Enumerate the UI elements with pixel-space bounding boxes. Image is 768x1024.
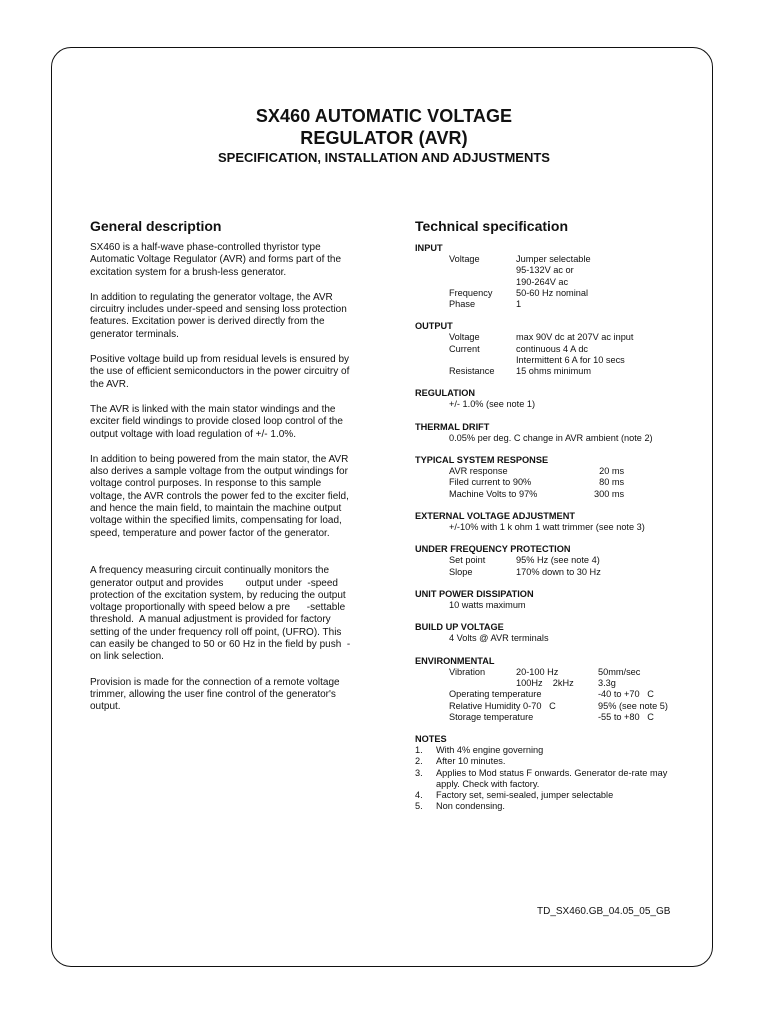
note-item: 3. Applies to Mod status F onwards. Generator de-rate may apply. Check with factory. xyxy=(415,767,668,789)
spec-environmental: ENVIRONMENTAL Vibration 20-100 Hz 50mm/sec 100Hz 2kHz 3.3g Operating temperature -40 to +70 C Relative Humidity 0-70 C 95% (see note 5) Storage temperature -55 to +80 C xyxy=(415,655,668,722)
spec-system-response: TYPICAL SYSTEM RESPONSE AVR response 20 ms Filed current to 90% 80 ms Machine Volts to 97% 300 ms xyxy=(415,455,625,499)
spec-external-voltage: EXTERNAL VOLTAGE ADJUSTMENT +/-10% with 1 k ohm 1 watt trimmer (see note 3) xyxy=(415,510,645,533)
technical-specification-body xyxy=(415,243,705,823)
general-description-heading: General description xyxy=(90,218,222,234)
document-title-line1: SX460 AUTOMATIC VOLTAGE xyxy=(255,106,513,126)
spec-input: INPUT Voltage Jumper selectable 95-132V ac or 190-264V ac Frequency 50-60 Hz nominal Phase 1 xyxy=(415,243,705,310)
spec-input-label: INPUT xyxy=(415,243,443,253)
general-description-body xyxy=(90,242,380,727)
general-paragraph-6: A frequency measuring circuit continually monitors the generator output and provides output under -speed protection of the excitation system, by reducing the output voltage proportionally with speed below a pre -settable threshold. A manual adjustment is provided for factory setting of the under frequency roll off point, (UFRO). This can easily be changed to 50 or 60 Hz in the field by push - on link selection. xyxy=(90,565,351,663)
spec-under-frequency: UNDER FREQUENCY PROTECTION Set point 95% Hz (see note 4) Slope 170% down to 30 Hz xyxy=(415,544,601,577)
spec-output-label: OUTPUT xyxy=(415,321,453,332)
spec-power-dissipation: UNIT POWER DISSIPATION 10 watts maximum xyxy=(415,588,534,611)
spec-notes: NOTES 1. With 4% engine governing 2. After 10 minutes. 3. Applies to Mod status F onwards. Generator de-rate may apply. Check with factory. 4. Factory set, semi-sealed, jumper selectable 5. Non condensing. xyxy=(415,734,705,812)
spec-output: OUTPUT Voltage max 90V dc at 207V ac input Current continuous 4 A dc Intermittent 6 A for 10 secs Resistance 15 ohms minimum xyxy=(415,321,705,377)
general-paragraph-7: Provision is made for the connection of a remote voltage trimmer, allowing the user fine control of the generator's output. xyxy=(90,676,340,713)
document-title-line2: REGULATOR (AVR) xyxy=(300,128,468,148)
note-item: 5. Non condensing. xyxy=(415,801,505,812)
note-item: 2. After 10 minutes. xyxy=(415,756,506,767)
general-paragraph-2: In addition to regulating the generator voltage, the AVR circuitry includes under-speed and sensing loss protection features. Excitation power is derived directly from the generator terminals. xyxy=(90,291,347,340)
document-subtitle: SPECIFICATION, INSTALLATION AND ADJUSTMENTS xyxy=(218,150,550,165)
spec-regulation: REGULATION +/- 1.0% (see note 1) xyxy=(415,388,536,410)
document-code: TD_SX460.GB_04.05_05_GB xyxy=(537,906,671,917)
spec-build-up-voltage: BUILD UP VOLTAGE 4 Volts @ AVR terminals xyxy=(415,622,549,644)
spec-thermal-drift: THERMAL DRIFT 0.05% per deg. C change in AVR ambient (note 2) xyxy=(415,421,653,443)
general-paragraph-5: In addition to being powered from the main stator, the AVR also derives a sample voltage from the output windings for voltage control purposes. In response to this sample voltage, the AVR controls the power fed to the exciter field, and hence the main field, to maintain the machine output voltage within the specified limits, compensating for load, speed, temperature and power factor of the generator. xyxy=(90,453,349,539)
note-item: 4. Factory set, semi-sealed, jumper selectable xyxy=(415,789,614,800)
general-paragraph-3: Positive voltage build up from residual levels is ensured by the use of efficient semiconductors in the power circuitry of the AVR. xyxy=(90,354,350,390)
general-paragraph-4: The AVR is linked with the main stator windings and the exciter field windings to provide closed loop control of the output voltage with load regulation of +/- 1.0%. xyxy=(90,403,343,440)
general-paragraph-1: SX460 is a half-wave phase-controlled thyristor type Automatic Voltage Regulator (AVR) and forms part of the excitation system for a brush-less generator. xyxy=(90,242,342,278)
note-item: 1. With 4% engine governing xyxy=(415,745,544,756)
technical-specification-heading: Technical specification xyxy=(415,218,569,234)
